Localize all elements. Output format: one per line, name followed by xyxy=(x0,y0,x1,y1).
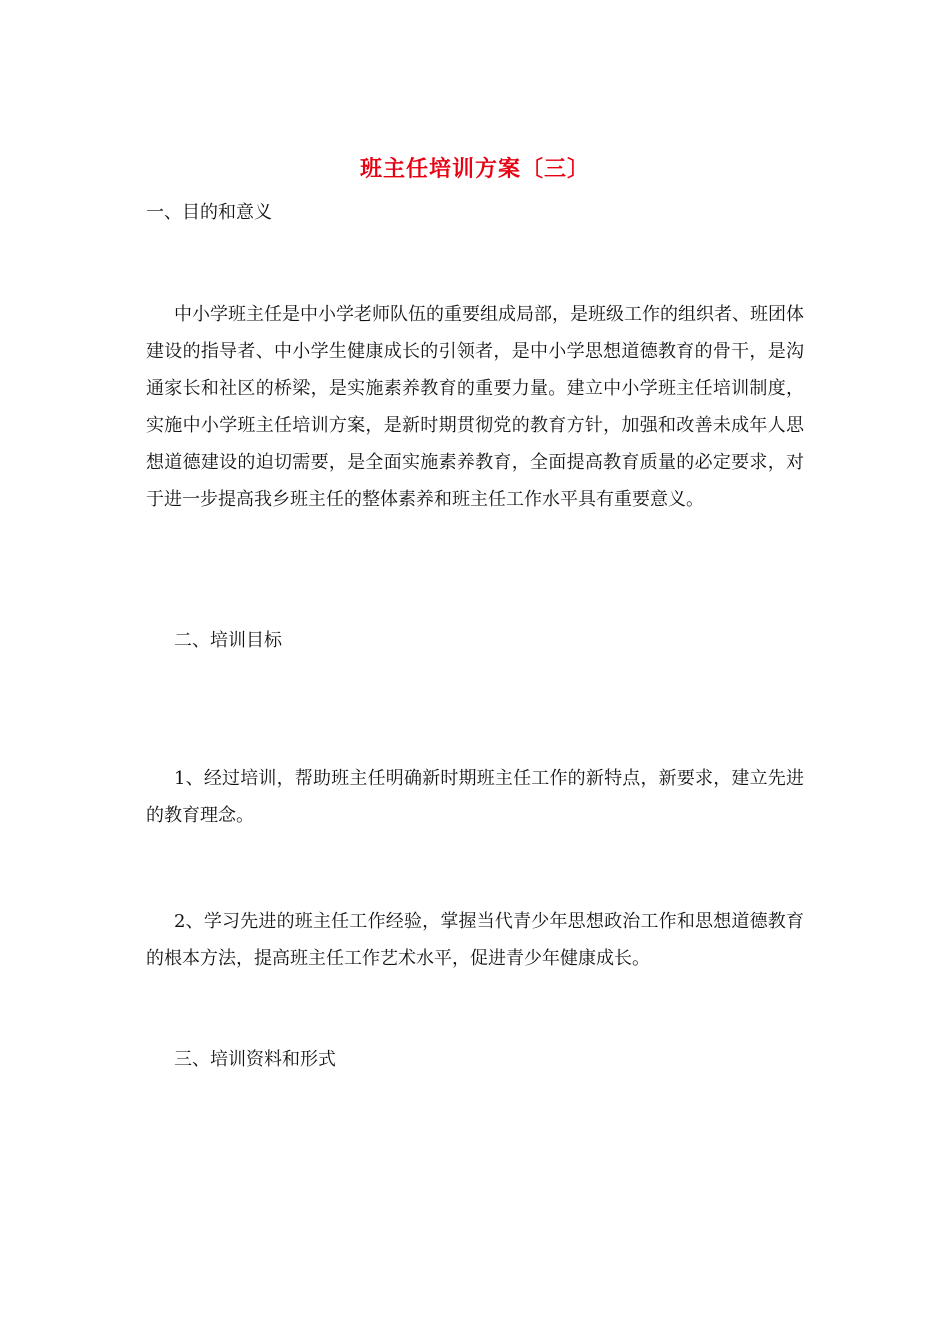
paragraph-purpose: 中小学班主任是中小学老师队伍的重要组成局部，是班级工作的组织者、班团体建设的指导者、中小学生健康成长的引领者，是中小学思想道德教育的骨干，是沟通家长和社区的桥梁，是实施素养教育的重要力量。建立中小学班主任培训制度，实施中小学班主任培训方案，是新时期贯彻党的教育方针，加强和改善未成年人思想道德建设的迫切需要，是全面实施素养教育，全面提高教育质量的必定要求，对于进一步提高我乡班主任的整体素养和班主任工作水平具有重要意义。 xyxy=(146,304,804,510)
section-heading-purpose: 一、目的和意义 xyxy=(146,202,272,223)
goal-item-2: 2、学习先进的班主任工作经验，掌握当代青少年思想政治工作和思想道德教育的根本方法，提高班主任工作艺术水平，促进青少年健康成长。 xyxy=(146,911,804,969)
document-title: 班主任培训方案〔三〕 xyxy=(359,156,590,182)
goal-item-1: 1、经过培训，帮助班主任明确新时期班主任工作的新特点，新要求，建立先进的教育理念。 xyxy=(146,768,804,826)
section-heading-content: 三、培训资料和形式 xyxy=(174,1049,336,1070)
section-heading-goals: 二、培训目标 xyxy=(174,630,282,651)
